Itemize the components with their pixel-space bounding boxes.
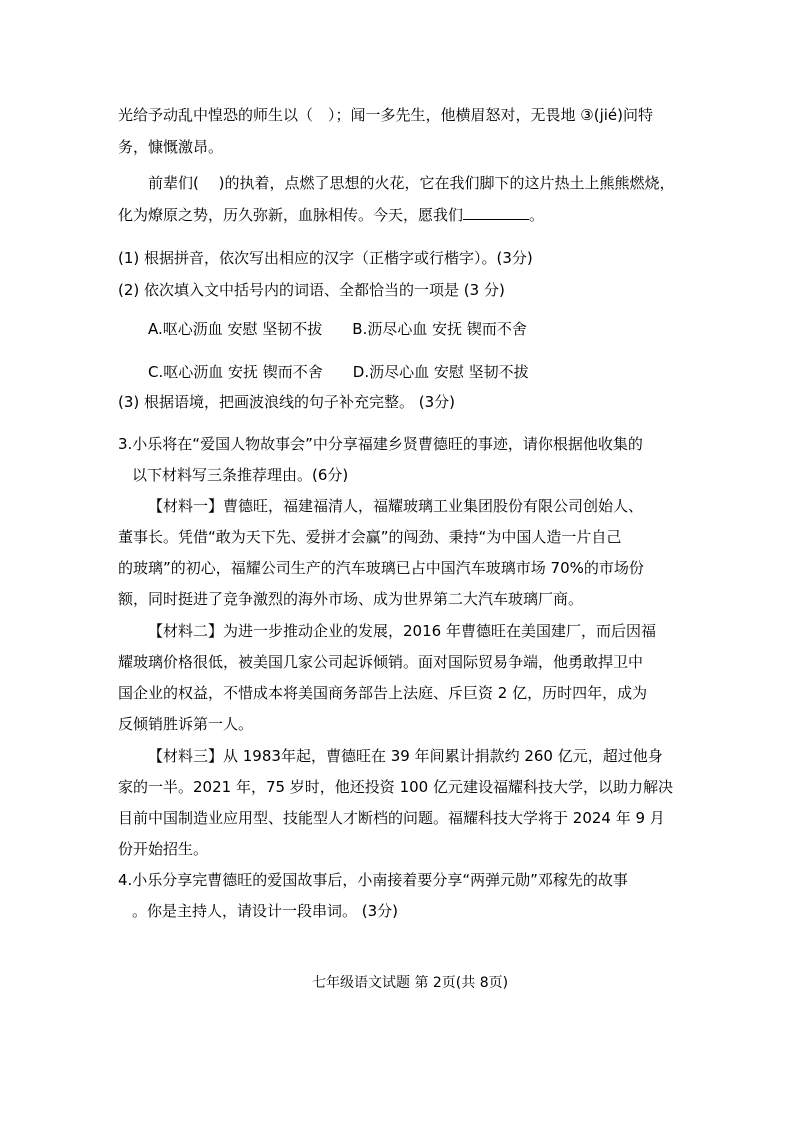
question-4-line-2: 。你是主持人，请设计一段串词。 (3分) — [132, 902, 399, 920]
text-line-2: 务，慷慨激昂。 — [118, 138, 224, 156]
material-1-line-1: 【材料一】曹德旺，福建福清人，福耀玻璃工业集团股份有限公司创始人、 — [148, 497, 644, 515]
question-3-line-1: 3.小乐将在“爱国人物故事会”中分享福建乡贤曹德旺的事迹，请你根据他收集的 — [118, 435, 643, 453]
question-2-1: (1) 根据拼音，依次写出相应的汉字（正楷字或行楷字）。(3分) — [118, 249, 533, 267]
material-2-line-1: 【材料二】为进一步推动企业的发展，2016 年曹德旺在美国建厂，而后因福 — [148, 622, 656, 640]
options-a-b: A.呕心沥血 安慰 坚韧不拔 B.沥尽心血 安抚 锲而不舍 — [148, 320, 527, 338]
material-1-line-3: 的玻璃”的初心，福耀公司生产的汽车玻璃已占中国汽车玻璃市场 70%的市场份 — [118, 559, 644, 577]
question-3-line-2: 以下材料写三条推荐理由。(6分) — [132, 466, 349, 484]
answer-blank[interactable] — [463, 205, 529, 220]
text-line-4 — [118, 204, 544, 226]
material-3-line-1: 【材料三】从 1983年起，曹德旺在 39 年间累计捐款约 260 亿元，超过他身 — [148, 747, 663, 765]
material-3-line-4: 份开始招生。 — [118, 840, 209, 858]
material-3-line-2: 家的一半。2021 年，75 岁时，他还投资 100 亿元建设福耀科技大学，以助力解决 — [118, 778, 673, 796]
question-4-line-1: 4.小乐分享完曹德旺的爱国故事后，小南接着要分享“两弹元勋”邓稼先的故事 — [118, 871, 628, 889]
material-2-line-4: 反倾销胜诉第一人。 — [118, 715, 254, 733]
question-2-3: (3) 根据语境，把画波浪线的句子补充完整。 (3分) — [118, 393, 456, 411]
page-footer: 七年级语文试题 第 2页(共 8页) — [312, 975, 509, 991]
text-line-1: 光给予动乱中惶恐的师生以（ ）；闻一多先生，他横眉怒对，无畏地 ③(jié)问特 — [118, 106, 653, 124]
material-1-line-4: 额，同时挺进了竞争激烈的海外市场、成为世界第二大汽车玻璃厂商。 — [118, 590, 584, 608]
text-line-4-end: 。 — [529, 206, 545, 224]
material-3-line-3: 目前中国制造业应用型、技能型人才断档的问题。福耀科技大学将于 2024 年 9 月 — [118, 809, 665, 827]
question-2-2: (2) 依次填入文中括号内的词语、全都恰当的一项是 (3 分) — [118, 281, 505, 299]
material-2-line-3: 国企业的权益，不惜成本将美国商务部告上法庭、斥巨资 2 亿，历时四年，成为 — [118, 684, 648, 702]
text-line-3: 前辈们( )的执着，点燃了思想的火花，它在我们脚下的这片热土上熊熊燃烧， — [148, 174, 675, 192]
text-line-4-main: 化为燎原之势，历久弥新，血脉相传。今天，愿我们 — [118, 206, 464, 224]
options-c-d: C.呕心沥血 安抚 锲而不舍 D.沥尽心血 安慰 坚韧不拔 — [148, 363, 529, 381]
material-1-line-2: 董事长。凭借“敢为天下先、爱拼才会赢”的闯劲、秉持“为中国人造一片自己 — [118, 528, 622, 546]
material-2-line-2: 耀玻璃价格很低，被美国几家公司起诉倾销。面对国际贸易争端，他勇敢捍卫中 — [118, 653, 644, 671]
